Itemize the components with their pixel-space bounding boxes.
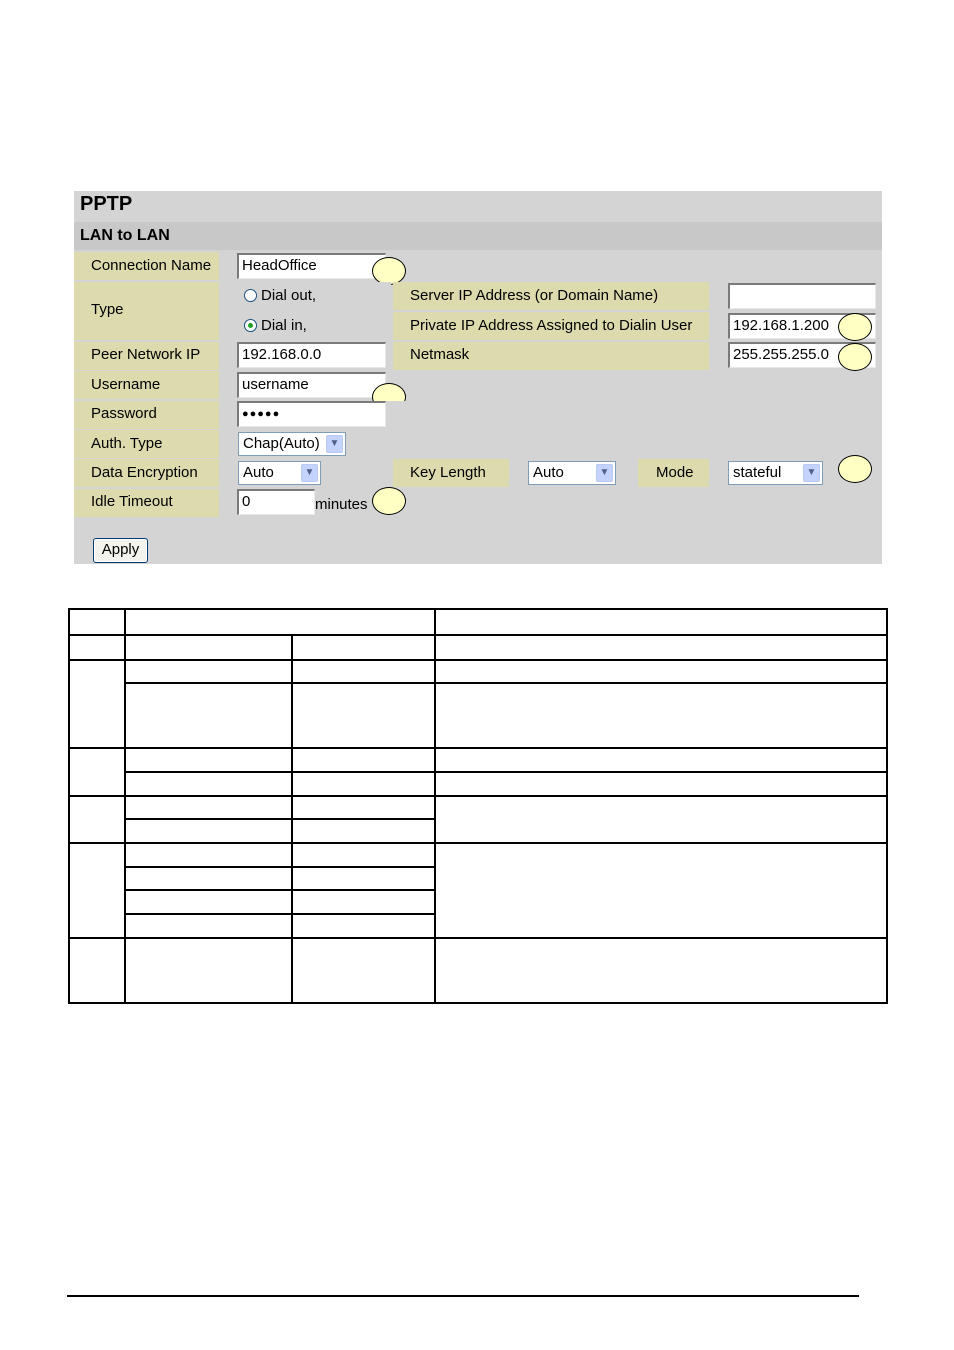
callout-marker (838, 313, 872, 341)
row-auth-type (74, 430, 882, 458)
callout-marker (838, 343, 872, 371)
password-label: Password (91, 405, 157, 422)
row-type-dialin (74, 312, 882, 340)
row-peer-network (74, 342, 882, 370)
netmask-label: Netmask (410, 346, 470, 363)
pptp-panel (74, 191, 882, 564)
connection-name-input[interactable]: HeadOffice (237, 253, 386, 279)
mode-value: stateful (733, 464, 782, 481)
panel-title-row (74, 191, 882, 220)
username-label: Username (91, 376, 161, 393)
auth-type-label: Auth. Type (91, 435, 163, 452)
data-encryption-label: Data Encryption (91, 464, 198, 481)
row-connection-name (74, 252, 882, 280)
section-title: LAN to LAN (80, 227, 170, 244)
row-type-dialout (74, 282, 882, 318)
idle-timeout-unit: minutes (315, 496, 368, 513)
peer-network-label: Peer Network IP (91, 346, 201, 363)
panel-title: PPTP (80, 193, 133, 215)
radio-icon[interactable] (244, 289, 257, 302)
key-length-value: Auto (533, 464, 564, 481)
section-header (74, 222, 882, 250)
username-input[interactable]: username (237, 372, 386, 398)
data-encryption-value: Auto (243, 464, 274, 481)
chevron-down-icon[interactable]: ▼ (326, 435, 343, 453)
mode-label: Mode (656, 464, 694, 481)
data-encryption-select[interactable] (238, 461, 321, 485)
type-label: Type (91, 301, 124, 318)
private-ip-label: Private IP Address Assigned to Dialin User (410, 317, 693, 334)
auth-type-select[interactable] (238, 432, 346, 456)
connection-name-label: Connection Name (91, 257, 212, 274)
row-username (74, 371, 882, 399)
dial-in-label: Dial in, (261, 317, 307, 334)
private-ip-input[interactable]: 192.168.1.200 (728, 313, 876, 339)
password-input[interactable]: ●●●●● (237, 401, 386, 427)
chevron-down-icon[interactable]: ▼ (301, 464, 318, 482)
callout-marker (372, 487, 406, 515)
server-ip-label: Server IP Address (or Domain Name) (410, 287, 659, 304)
peer-network-input[interactable]: 192.168.0.0 (237, 342, 386, 368)
callout-marker (838, 455, 872, 483)
row-idle-timeout (74, 489, 882, 517)
key-length-select[interactable] (528, 461, 616, 485)
server-ip-input[interactable] (728, 283, 876, 309)
netmask-input[interactable]: 255.255.255.0 (728, 342, 876, 368)
mode-select[interactable] (728, 461, 823, 485)
key-length-label: Key Length (410, 464, 486, 481)
chevron-down-icon[interactable]: ▼ (596, 464, 613, 482)
callout-marker (372, 257, 406, 285)
idle-timeout-label: Idle Timeout (91, 493, 173, 510)
row-password (74, 401, 882, 429)
idle-timeout-input[interactable]: 0 (237, 489, 315, 515)
auth-type-value: Chap(Auto) (243, 435, 320, 452)
footer-rule (67, 1295, 859, 1297)
description-table (68, 608, 888, 1004)
apply-button[interactable]: Apply (93, 538, 148, 563)
chevron-down-icon[interactable]: ▼ (803, 464, 820, 482)
radio-icon[interactable] (244, 319, 257, 332)
dial-out-label: Dial out, (261, 287, 317, 304)
row-data-encryption (74, 459, 882, 487)
